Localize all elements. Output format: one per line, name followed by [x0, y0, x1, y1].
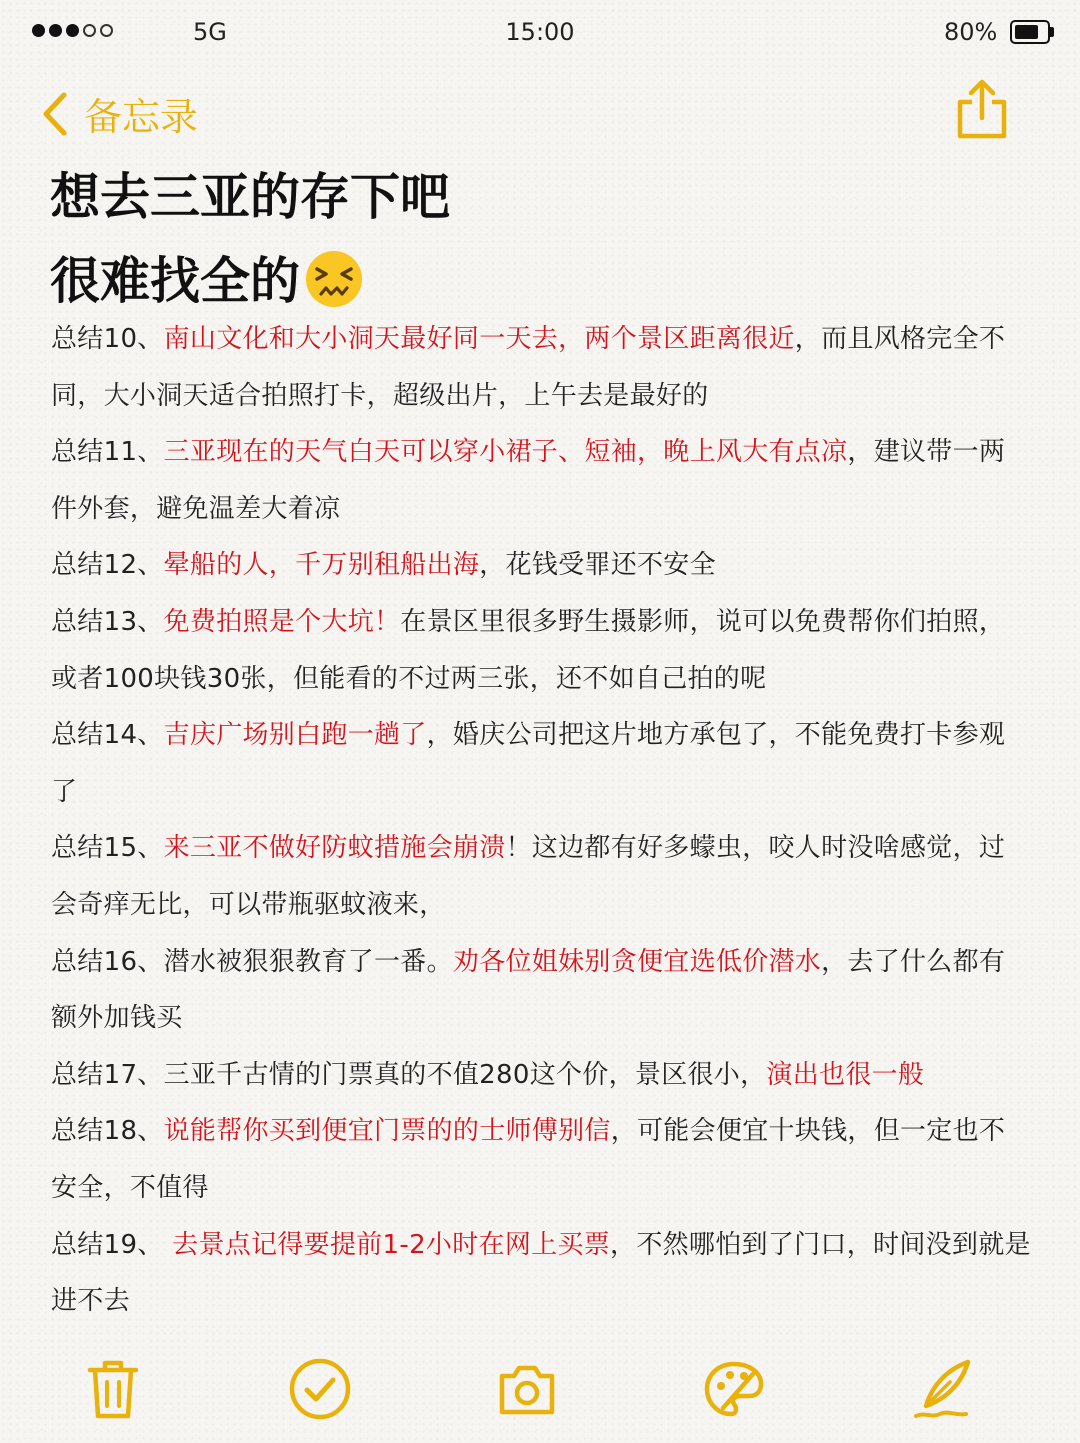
list-item: 总结12、晕船的人，千万别租船出海，花钱受罪还不安全	[51, 550, 716, 581]
nav-bar	[0, 78, 1080, 148]
clock: 15:00	[505, 18, 575, 46]
list-item: 总结11、三亚现在的天气白天可以穿小裙子、短袖，晚上风大有点凉，建议带一两件外套，避免温差大着凉	[51, 437, 1006, 524]
camera-icon[interactable]	[494, 1356, 560, 1422]
palette-icon[interactable]	[701, 1356, 767, 1422]
bottom-toolbar	[0, 1356, 1080, 1426]
list-item: 总结13、免费拍照是个大坑！在景区里很多野生摄影师，说可以免费帮你们拍照，或者100块钱30张，但能看的不过两三张，还不如自己拍的呢	[51, 606, 1006, 694]
list-item: 总结18、说能帮你买到便宜门票的的士师傅别信，可能会便宜十块钱，但一定也不安全，不值得	[51, 1116, 1006, 1203]
chevron-left-icon	[40, 91, 70, 137]
confounded-face-emoji-icon	[304, 249, 364, 309]
list-item: 总结10、南山文化和大小洞天最好同一天去，两个景区距离很近，而且风格完全不同，大小洞天适合拍照打卡，超级出片，上午去是最好的	[51, 324, 1006, 411]
list-item: 总结19、 去景点记得要提前1-2小时在网上买票，不然哪怕到了门口，时间没到就是进不去	[51, 1229, 1031, 1317]
list-item: 总结16、潜水被狠狠教育了一番。劝各位姐妹别贪便宜选低价潜水，去了什么都有额外加钱买	[51, 946, 1006, 1034]
trash-icon[interactable]	[80, 1356, 146, 1422]
note-title	[50, 155, 450, 323]
list-item: 总结14、吉庆广场别白跑一趟了，婚庆公司把这片地方承包了，不能免费打卡参观了	[51, 720, 1006, 807]
checkmark-icon[interactable]	[287, 1356, 353, 1422]
network-type: 5G	[193, 18, 227, 46]
title-line-1: 想去三亚的存下吧	[50, 168, 450, 226]
battery-percent: 80%	[944, 18, 998, 46]
list-item: 总结15、来三亚不做好防蚊措施会崩溃！这边都有好多蠓虫，咬人时没啥感觉，过会奇痒无比，可以带瓶驱蚊液来，	[51, 833, 1006, 920]
back-button[interactable]	[40, 86, 198, 141]
pen-icon[interactable]	[910, 1356, 976, 1422]
status-bar	[0, 0, 1080, 66]
battery-icon	[1010, 20, 1050, 44]
note-body[interactable]	[51, 311, 1031, 1330]
share-icon[interactable]	[954, 78, 1010, 142]
list-item: 总结17、三亚千古情的门票真的不值280这个价，景区很小，演出也很一般	[51, 1059, 925, 1090]
back-label: 备忘录	[84, 95, 199, 139]
title-line-2: 很难找全的	[50, 252, 300, 310]
